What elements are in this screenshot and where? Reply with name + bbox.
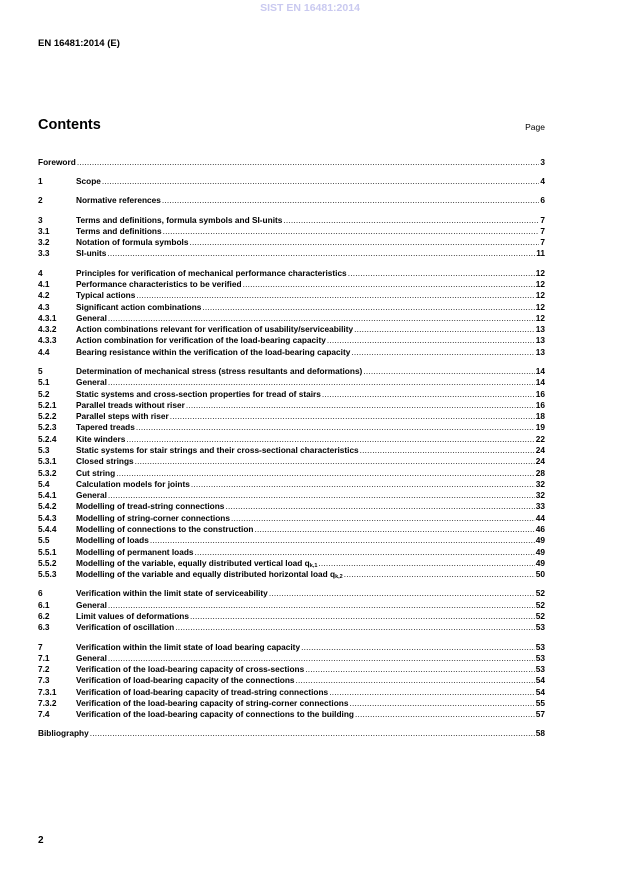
toc-entry-title: [76, 237, 188, 248]
toc-entry-title-text: Static systems and cross-section properties for tread of stairs: [76, 388, 321, 399]
toc-entry[interactable]: [38, 479, 545, 490]
toc-entry-title: [76, 588, 268, 599]
toc-entry-title-text: Parallel treads without riser: [76, 399, 185, 410]
toc-entry-page: 52: [535, 599, 545, 610]
toc-entry[interactable]: [38, 569, 545, 580]
toc-leader-dots: [195, 547, 535, 558]
toc-entry-page: 3: [540, 157, 545, 167]
toc-entry-number: 5.2.4: [38, 433, 57, 444]
table-of-contents: [38, 157, 545, 740]
toc-entry-title: [76, 248, 106, 259]
toc-entry-title-text: General: [76, 377, 107, 388]
toc-entry[interactable]: [38, 600, 545, 611]
toc-entry-page: 52: [535, 588, 545, 599]
toc-entry-page: 44: [535, 512, 545, 523]
toc-entry-page: 12: [535, 301, 545, 312]
toc-entry-number: 4: [38, 267, 43, 278]
toc-entry-number: 6.2: [38, 611, 50, 622]
toc-entry-page: 14: [535, 365, 545, 376]
toc-entry[interactable]: [38, 434, 545, 445]
toc-entry-number: 4.3.2: [38, 324, 57, 335]
toc-entry-number: 5.1: [38, 377, 50, 388]
toc-entry-title: [76, 709, 354, 720]
toc-entry[interactable]: [38, 335, 545, 346]
toc-entry-title-text: Determination of mechanical stress (stress resultants and deformations): [76, 365, 363, 376]
toc-entry-page: 58: [535, 728, 545, 739]
toc-leader-dots: [186, 400, 535, 411]
toc-entry[interactable]: [38, 366, 545, 377]
toc-entry[interactable]: [38, 400, 545, 411]
toc-entry-number: 2: [38, 195, 43, 206]
toc-leader-dots: [348, 268, 535, 279]
toc-entry-page: 46: [535, 524, 545, 535]
toc-entry-number: 5.2: [38, 388, 50, 399]
toc-entry-title-text: Action combinations relevant for verification of usability/serviceability: [76, 324, 354, 335]
toc-group: [38, 157, 545, 168]
toc-entry-page: 53: [535, 664, 545, 675]
toc-entry-title-text: Modelling of tread-string connections: [76, 501, 225, 512]
toc-entry-number: 3.3: [38, 248, 50, 259]
toc-entry-number: 5: [38, 365, 43, 376]
toc-entry-title-text: Bearing resistance within the verification of the load-bearing capacity: [76, 346, 351, 357]
toc-entry-title: [76, 377, 107, 388]
toc-entry-number: 4.3.3: [38, 335, 57, 346]
toc-entry-title-text: Modelling of string-corner connections: [76, 512, 230, 523]
toc-entry[interactable]: [38, 728, 545, 739]
toc-entry[interactable]: [38, 411, 545, 422]
toc-leader-dots: [283, 215, 539, 226]
toc-leader-dots: [269, 588, 535, 599]
toc-leader-dots: [136, 290, 534, 301]
toc-entry-number: 5.5.3: [38, 569, 57, 580]
toc-entry-title-text: Typical actions: [76, 290, 136, 301]
toc-entry-number: 3: [38, 214, 43, 225]
toc-leader-dots: [243, 279, 535, 290]
toc-entry-page: 50: [535, 569, 545, 580]
toc-entry-title: [76, 535, 149, 546]
toc-entry-title: [76, 664, 304, 675]
toc-entry-title: [76, 313, 107, 324]
toc-entry[interactable]: [38, 642, 545, 653]
toc-entry-title: [76, 611, 189, 622]
toc-entry[interactable]: [38, 664, 545, 675]
toc-entry-page: 19: [535, 422, 545, 433]
toc-entry[interactable]: [38, 490, 545, 501]
toc-entry-number: 7.4: [38, 709, 50, 720]
toc-leader-dots: [318, 558, 534, 569]
toc-entry[interactable]: [38, 215, 545, 226]
toc-leader-dots: [349, 698, 534, 709]
toc-entry[interactable]: [38, 611, 545, 622]
toc-entry-title-text: Tapered treads: [76, 422, 135, 433]
toc-entry-title: [76, 176, 101, 187]
toc-entry-title-text: Modelling of permanent loads: [76, 546, 194, 557]
toc-leader-dots: [360, 445, 535, 456]
toc-entry-number: 7.3.1: [38, 686, 57, 697]
toc-entry-number: 5.4.1: [38, 490, 57, 501]
toc-entry-title-text: General: [76, 599, 107, 610]
toc-entry[interactable]: [38, 698, 545, 709]
toc-entry[interactable]: [38, 501, 545, 512]
toc-entry-number: 3.2: [38, 237, 50, 248]
toc-entry-page: 28: [535, 467, 545, 478]
toc-entry[interactable]: [38, 377, 545, 388]
toc-entry[interactable]: [38, 302, 545, 313]
toc-entry-title: [76, 434, 125, 445]
toc-entry-title-text: Bibliography: [38, 728, 89, 739]
toc-entry-title-text: Normative references: [76, 195, 161, 206]
toc-leader-dots: [90, 728, 535, 739]
toc-entry[interactable]: [38, 422, 545, 433]
toc-entry-number: 4.3.1: [38, 312, 57, 323]
toc-entry-page: 12: [535, 290, 545, 301]
toc-leader-dots: [136, 422, 535, 433]
toc-entry-title-text: Modelling of the variable, equally distributed vertical load q: [76, 557, 310, 568]
toc-entry-title: [76, 290, 135, 301]
toc-entry-title-text: Kite winders: [76, 433, 126, 444]
toc-entry-title-text: Verification within the limit state of load bearing capacity: [76, 641, 301, 652]
toc-entry-title-text: Performance characteristics to be verified: [76, 278, 242, 289]
toc-entry-number: 5.4: [38, 478, 50, 489]
toc-leader-dots: [108, 600, 535, 611]
toc-entry-subscript: k,1: [309, 562, 318, 569]
toc-entry[interactable]: [38, 313, 545, 324]
toc-entry-title: [76, 445, 359, 456]
toc-leader-dots: [135, 456, 535, 467]
toc-entry-title: [76, 215, 282, 226]
toc-entry-number: 6.1: [38, 599, 50, 610]
toc-entry-title: [76, 411, 169, 422]
toc-entry-page: 54: [535, 686, 545, 697]
toc-leader-dots: [108, 377, 535, 388]
toc-entry-number: 5.2.2: [38, 411, 57, 422]
toc-entry-title-text: Modelling of the variable and equally distributed horizontal load q: [76, 569, 336, 580]
toc-entry-title-text: General: [76, 652, 107, 663]
toc-entry-number: 5.4.4: [38, 524, 57, 535]
toc-group: [38, 215, 545, 260]
toc-entry-number: 4.2: [38, 290, 50, 301]
toc-entry-number: 7.2: [38, 664, 50, 675]
page-title: Contents: [38, 117, 101, 133]
toc-entry-number: 5.5: [38, 535, 50, 546]
toc-entry-title-text: Parallel steps with riser: [76, 411, 169, 422]
toc-leader-dots: [116, 468, 535, 479]
toc-entry-title-text: Verification of oscillation: [76, 622, 175, 633]
toc-group: [38, 588, 545, 633]
toc-group: [38, 366, 545, 581]
toc-entry[interactable]: [38, 176, 545, 187]
toc-entry-number: 7: [38, 641, 43, 652]
toc-entry-page: 7: [540, 237, 545, 248]
toc-leader-dots: [225, 501, 534, 512]
toc-entry[interactable]: [38, 468, 545, 479]
toc-entry-page: 54: [535, 675, 545, 686]
toc-entry-page: 12: [535, 312, 545, 323]
toc-entry[interactable]: [38, 324, 545, 335]
toc-entry-page: 6: [540, 195, 545, 206]
toc-entry-page: 32: [535, 478, 545, 489]
toc-leader-dots: [301, 642, 535, 653]
toc-entry-title: [76, 389, 321, 400]
toc-entry-page: 49: [535, 557, 545, 568]
toc-entry-title-text: Action combination for verification of the load-bearing capacity: [76, 335, 326, 346]
toc-entry-title-text: Verification of load-bearing capacity of tread-string connections: [76, 686, 329, 697]
toc-entry-title: [76, 698, 348, 709]
toc-leader-dots: [322, 389, 535, 400]
toc-entry-page: 53: [535, 641, 545, 652]
toc-entry-title: [76, 524, 253, 535]
toc-entry-title: [76, 195, 161, 206]
toc-entry-number: 7.1: [38, 652, 50, 663]
toc-leader-dots: [202, 302, 534, 313]
toc-entry-page: 32: [535, 490, 545, 501]
toc-entry-title: [76, 513, 230, 524]
toc-group: [38, 195, 545, 206]
toc-entry-page: 16: [535, 399, 545, 410]
toc-entry-title-text: Calculation models for joints: [76, 478, 190, 489]
toc-leader-dots: [191, 479, 535, 490]
toc-entry-title-text: Verification within the limit state of serviceability: [76, 588, 268, 599]
toc-entry-title: [76, 279, 242, 290]
toc-entry[interactable]: [38, 558, 545, 569]
toc-entry-title: [38, 157, 76, 168]
toc-leader-dots: [162, 195, 540, 206]
toc-entry-title-text: Verification of the load-bearing capacity of connections to the building: [76, 709, 354, 720]
toc-leader-dots: [254, 524, 534, 535]
toc-entry-title: [76, 653, 107, 664]
toc-entry-number: 5.3.2: [38, 467, 57, 478]
toc-entry-number: 7.3: [38, 675, 50, 686]
toc-entry-title: [76, 226, 162, 237]
toc-leader-dots: [355, 709, 535, 720]
toc-entry-page: 55: [535, 698, 545, 708]
toc-leader-dots: [296, 675, 535, 686]
toc-entry[interactable]: [38, 709, 545, 720]
toc-entry-page: 18: [535, 411, 545, 422]
toc-entry-title-text: Static systems for stair strings and their cross-sectional characteristics: [76, 444, 359, 455]
toc-entry[interactable]: [38, 622, 545, 633]
toc-leader-dots: [363, 366, 534, 377]
toc-entry-title-text: Cut string: [76, 467, 116, 478]
toc-entry-page: 14: [535, 377, 545, 388]
toc-entry-title-text: Scope: [76, 176, 101, 187]
toc-entry-title-text: Modelling of connections to the construction: [76, 524, 254, 535]
toc-entry-title-text: Principles for verification of mechanical performance characteristics: [76, 267, 347, 278]
toc-entry-title-text: Terms and definitions: [76, 225, 162, 236]
toc-entry-title: [76, 324, 353, 335]
toc-entry[interactable]: [38, 389, 545, 400]
toc-entry-title-text: Limit values of deformations: [76, 611, 189, 622]
toc-leader-dots: [126, 434, 534, 445]
toc-entry-page: 11: [536, 248, 545, 259]
toc-leader-dots: [107, 248, 535, 259]
toc-entry-number: 5.5.1: [38, 546, 57, 557]
toc-entry[interactable]: [38, 687, 545, 698]
toc-entry-title-text: Closed strings: [76, 456, 134, 467]
toc-entry-title: [76, 456, 134, 467]
toc-entry-page: 4: [540, 176, 545, 187]
toc-entry-title-text: General: [76, 490, 107, 501]
page-number: 2: [38, 835, 44, 846]
toc-entry-title: [76, 468, 115, 479]
toc-entry-title-text: Modelling of loads: [76, 535, 149, 546]
toc-entry-number: 5.3.1: [38, 456, 57, 467]
toc-leader-dots: [189, 237, 539, 248]
toc-leader-dots: [77, 157, 540, 168]
document-id: EN 16481:2014 (E): [38, 38, 120, 49]
toc-leader-dots: [354, 324, 535, 335]
toc-entry-number: 4.3: [38, 301, 50, 312]
toc-entry-number: 6.3: [38, 622, 50, 633]
toc-group: [38, 642, 545, 721]
toc-entry-title: [76, 479, 190, 490]
toc-leader-dots: [150, 535, 535, 546]
toc-entry[interactable]: [38, 653, 545, 664]
toc-entry-title: [76, 302, 201, 313]
toc-entry[interactable]: [38, 157, 545, 168]
toc-entry-number: 4.1: [38, 278, 50, 289]
toc-entry-title: [76, 335, 326, 346]
toc-entry-title: [38, 728, 89, 739]
toc-entry[interactable]: [38, 248, 545, 259]
toc-entry-number: 5.5.2: [38, 557, 57, 568]
toc-entry-page: 33: [535, 501, 545, 512]
toc-entry-page: 24: [535, 456, 545, 467]
toc-entry-title: [76, 642, 300, 653]
toc-leader-dots: [175, 622, 535, 633]
toc-entry-number: 5.2.3: [38, 422, 57, 433]
toc-entry-page: 53: [535, 652, 545, 663]
toc-entry[interactable]: [38, 237, 545, 248]
toc-leader-dots: [163, 226, 540, 237]
toc-entry-title: [76, 501, 224, 512]
toc-entry-title: [76, 400, 185, 411]
toc-entry-title: [76, 490, 107, 501]
toc-entry[interactable]: [38, 268, 545, 279]
toc-entry-page: 13: [535, 324, 545, 335]
toc-entry[interactable]: [38, 279, 545, 290]
toc-entry-title: [76, 569, 343, 580]
toc-entry-number: 1: [38, 176, 43, 187]
toc-entry-page: 7: [540, 214, 545, 225]
toc-entry-title-text: Notation of formula symbols: [76, 237, 189, 248]
toc-entry-page: 13: [535, 335, 545, 346]
toc-entry-title: [76, 622, 174, 633]
toc-entry-title-text: Verification of load-bearing capacity of the connections: [76, 675, 295, 686]
toc-leader-dots: [344, 569, 535, 580]
toc-entry[interactable]: [38, 290, 545, 301]
toc-entry-title-text: Verification of the load-bearing capacity of cross-sections: [76, 664, 305, 675]
toc-entry[interactable]: [38, 524, 545, 535]
toc-leader-dots: [329, 687, 535, 698]
toc-entry[interactable]: [38, 675, 545, 686]
toc-group: [38, 176, 545, 187]
toc-entry[interactable]: [38, 195, 545, 206]
toc-entry-title-text: Terms and definitions, formula symbols and SI-units: [76, 214, 283, 225]
toc-entry-page: 7: [540, 225, 545, 236]
toc-entry-page: 12: [535, 267, 545, 278]
toc-entry-title: [76, 422, 135, 433]
toc-entry-title-text: Significant action combinations: [76, 301, 202, 312]
toc-entry[interactable]: [38, 547, 545, 558]
toc-entry[interactable]: [38, 588, 545, 599]
toc-entry-title-text: SI-units: [76, 248, 107, 259]
toc-entry-number: 4.4: [38, 346, 50, 357]
toc-entry-title: [76, 675, 295, 686]
toc-leader-dots: [231, 513, 535, 524]
toc-group: [38, 728, 545, 739]
toc-entry-page: 53: [535, 622, 545, 633]
toc-entry-page: 49: [535, 535, 545, 546]
toc-leader-dots: [108, 313, 535, 324]
toc-entry-title: [76, 558, 317, 569]
toc-entry-title-text: Foreword: [38, 157, 76, 167]
toc-leader-dots: [351, 347, 534, 358]
toc-entry-title-text: General: [76, 312, 107, 323]
toc-entry-title-text: Verification of the load-bearing capacity of string-corner connections: [76, 698, 349, 708]
toc-entry-page: 16: [535, 388, 545, 399]
toc-entry-number: 6: [38, 588, 43, 599]
toc-entry-page: 57: [535, 709, 545, 720]
toc-leader-dots: [102, 176, 539, 187]
toc-leader-dots: [108, 490, 535, 501]
toc-entry-title: [76, 600, 107, 611]
toc-leader-dots: [305, 664, 535, 675]
toc-leader-dots: [108, 653, 535, 664]
toc-entry[interactable]: [38, 513, 545, 524]
toc-leader-dots: [170, 411, 535, 422]
toc-entry-number: 5.3: [38, 444, 50, 455]
toc-entry[interactable]: [38, 445, 545, 456]
toc-entry[interactable]: [38, 456, 545, 467]
toc-entry-title: [76, 366, 362, 377]
toc-entry-number: 3.1: [38, 225, 50, 236]
toc-entry-number: 5.2.1: [38, 399, 57, 410]
toc-entry-page: 24: [535, 444, 545, 455]
toc-entry-subscript: k,2: [335, 574, 343, 581]
toc-entry-number: 5.4.3: [38, 512, 57, 523]
toc-entry-title: [76, 687, 328, 698]
page-column-label: Page: [525, 122, 545, 132]
toc-entry[interactable]: [38, 347, 545, 358]
toc-entry-page: 52: [535, 611, 545, 622]
toc-entry-title: [76, 268, 347, 279]
toc-leader-dots: [190, 611, 535, 622]
toc-entry-number: 7.3.2: [38, 698, 57, 708]
toc-entry-page: 22: [535, 433, 545, 444]
toc-entry-page: 49: [535, 546, 545, 557]
toc-entry-title: [76, 347, 350, 358]
toc-entry-number: 5.4.2: [38, 501, 57, 512]
toc-entry-page: 12: [535, 278, 545, 289]
toc-entry-title: [76, 547, 194, 558]
toc-group: [38, 268, 545, 358]
toc-entry[interactable]: [38, 535, 545, 546]
toc-entry-page: 13: [535, 346, 545, 357]
watermark: SIST EN 16481:2014: [260, 2, 360, 14]
toc-entry[interactable]: [38, 226, 545, 237]
toc-leader-dots: [327, 335, 535, 346]
